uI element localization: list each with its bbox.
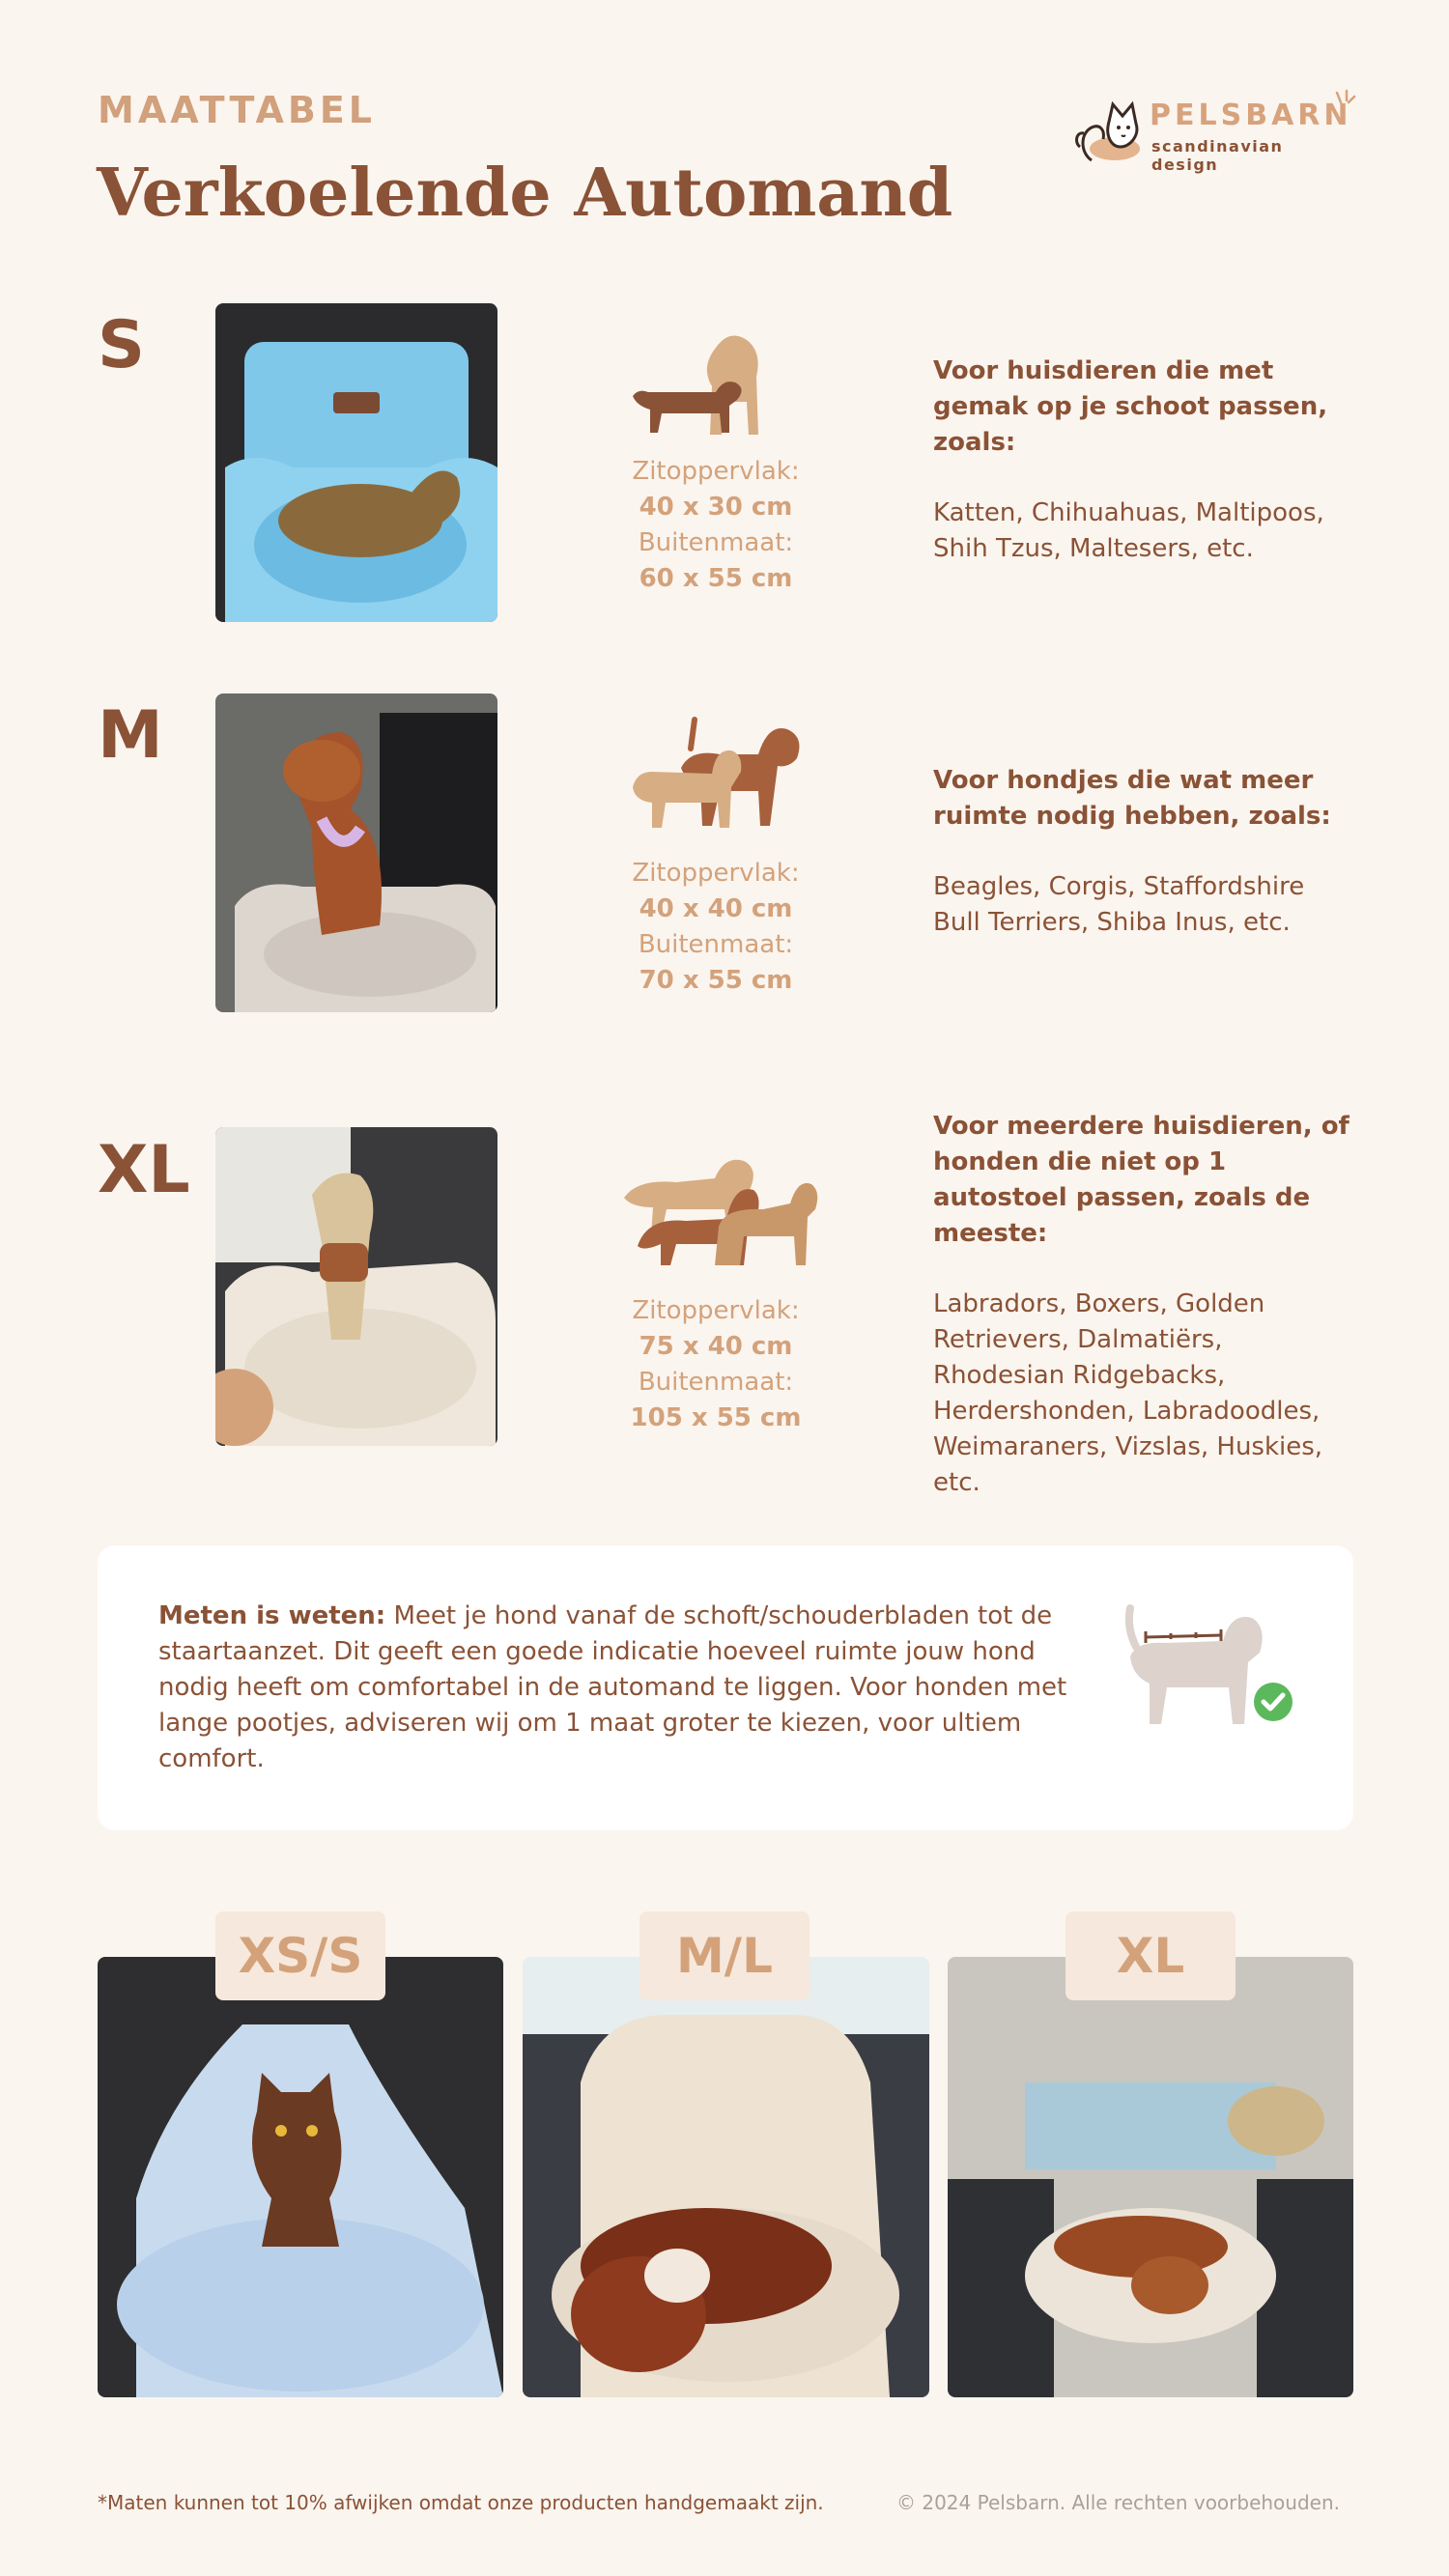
copyright: © 2024 Pelsbarn. Alle rechten voorbehouden. (896, 2491, 1341, 2514)
product-photo-xl (215, 1127, 497, 1446)
description-lead: Voor huisdieren die met gemak op je schoot passen, zoals: (933, 356, 1328, 457)
specs-s (571, 454, 861, 597)
seat-label: Zitoppervlak: (632, 1296, 800, 1325)
outer-value: 70 x 55 cm (639, 966, 793, 995)
gallery-photo-xl (948, 1957, 1353, 2397)
dog-measure-icon (1117, 1599, 1271, 1743)
measure-tip-text (158, 1599, 1076, 1777)
size-tag-m-l: M/L (639, 1911, 810, 2000)
size-tag-xs-s: XS/S (215, 1911, 385, 2000)
gallery-photo-xs-s (98, 1957, 503, 2397)
seat-value: 40 x 30 cm (639, 493, 793, 522)
description-m (933, 763, 1358, 941)
medium-dogs-silhouette-icon (623, 710, 807, 835)
eyebrow-label: MAATTABEL (98, 89, 376, 131)
product-photo-m (215, 694, 497, 1012)
tip-bold: Meten is weten: (158, 1601, 386, 1630)
cat-and-dog-logo-icon (1070, 93, 1148, 170)
description-lead: Voor meerdere huisdieren, of honden die niet op 1 autostoel passen, zoals de meeste: (933, 1112, 1350, 1248)
small-dogs-silhouette-icon (623, 328, 787, 444)
tip-body: Meet je hond vanaf de schoft/schouderbladen tot de staartaanzet. Dit geeft een goede indicatie hoeveel ruimte jouw hond nodig heeft om comfortabel in de automand te liggen. Voor honden met lange pootjes, adviseren wij om 1 maat groter te kiezen, voor ultiem comfort. (158, 1601, 1067, 1773)
brand-tagline: scandinavian design (1151, 137, 1284, 174)
product-photo-s (215, 303, 497, 622)
seat-value: 40 x 40 cm (639, 894, 793, 923)
check-circle-icon (1253, 1682, 1293, 1722)
outer-value: 60 x 55 cm (639, 564, 793, 593)
outer-label: Buitenmaat: (638, 1368, 794, 1397)
outer-value: 105 x 55 cm (630, 1403, 802, 1432)
seat-value: 75 x 40 cm (639, 1332, 793, 1361)
breed-examples: Labradors, Boxers, Golden Retrievers, Dalmatiërs, Rhodesian Ridgebacks, Herdershonden, Labradoodles, Weimaraners, Vizslas, Huskies, etc. (933, 1289, 1323, 1497)
specs-xl (571, 1293, 861, 1436)
size-letter-s: S (98, 307, 145, 383)
disclaimer-note: *Maten kunnen tot 10% afwijken omdat onze producten handgemaakt zijn. (98, 2491, 824, 2514)
description-lead: Voor hondjes die wat meer ruimte nodig hebben, zoals: (933, 766, 1331, 831)
size-tag-xl: XL (1065, 1911, 1236, 2000)
outer-label: Buitenmaat: (638, 930, 794, 959)
large-dogs-silhouette-icon (618, 1140, 821, 1275)
seat-label: Zitoppervlak: (632, 457, 800, 486)
description-xl (933, 1109, 1358, 1501)
page-title: Verkoelende Automand (97, 155, 953, 232)
specs-m (571, 856, 861, 999)
breed-examples: Beagles, Corgis, Staffordshire Bull Terriers, Shiba Inus, etc. (933, 872, 1305, 937)
brand-name: PELSBARN (1150, 99, 1352, 132)
seat-label: Zitoppervlak: (632, 859, 800, 888)
gallery-photo-m-l (523, 1957, 929, 2397)
sparkle-icon (1331, 89, 1360, 118)
size-letter-m: M (98, 697, 163, 774)
outer-label: Buitenmaat: (638, 528, 794, 557)
description-s (933, 354, 1358, 567)
breed-examples: Katten, Chihuahuas, Maltipoos, Shih Tzus, Maltesers, etc. (933, 498, 1324, 563)
measure-tip-box (98, 1545, 1353, 1830)
size-letter-xl: XL (98, 1132, 190, 1208)
brand-logo[interactable] (1070, 89, 1356, 176)
